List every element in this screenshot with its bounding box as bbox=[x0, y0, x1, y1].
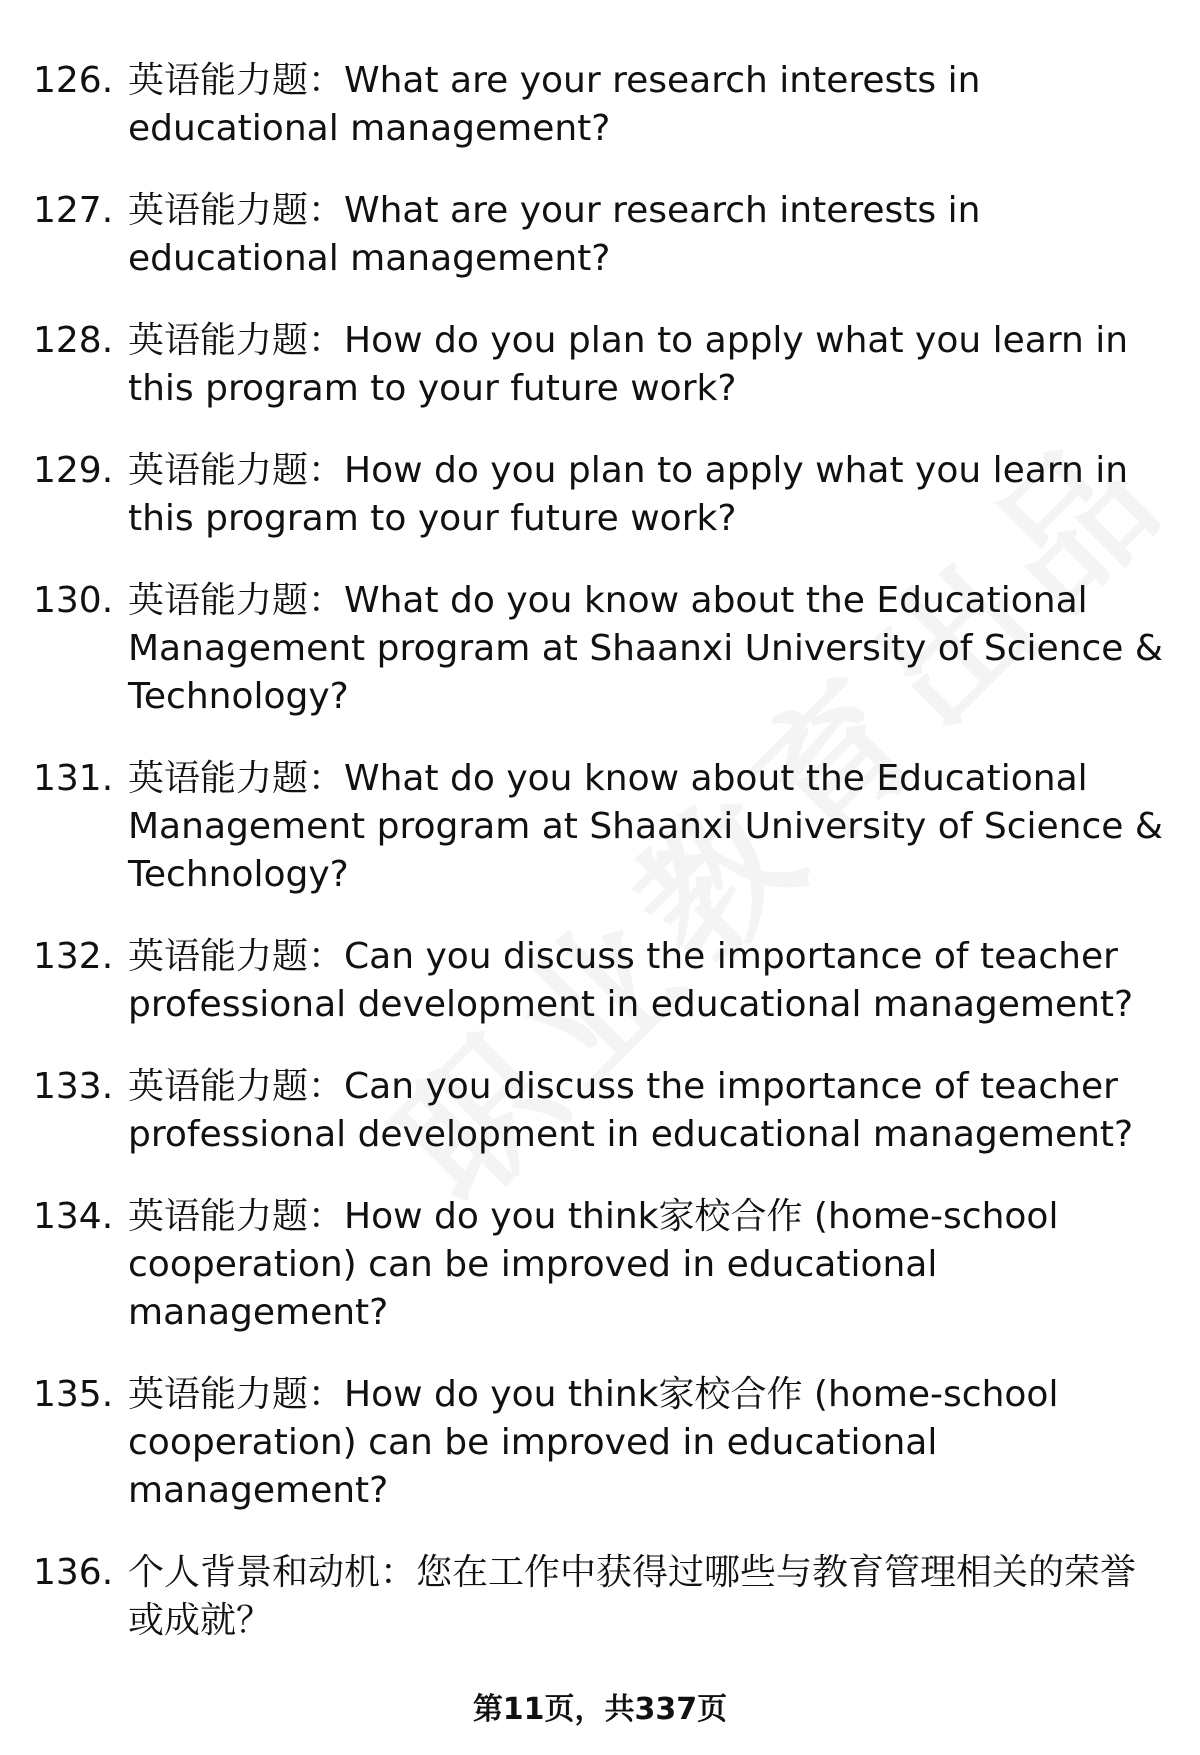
list-item bbox=[0, 57, 1200, 153]
question-number: 133. bbox=[33, 1066, 114, 1107]
question-text: 英语能力题：How do you think家校合作 (home-school cooperation) can be improved in educational management? bbox=[128, 1374, 1059, 1511]
list-item bbox=[0, 755, 1200, 899]
question-text: 英语能力题：How do you plan to apply what you learn in this program to your future work? bbox=[128, 320, 1129, 409]
question-number: 127. bbox=[33, 190, 114, 231]
question-text: 英语能力题：What are your research interests in educational management? bbox=[128, 190, 981, 279]
question-text: 英语能力题：Can you discuss the importance of teacher professional development in educational management? bbox=[128, 936, 1134, 1025]
question-list bbox=[0, 57, 1200, 1679]
list-item bbox=[0, 187, 1200, 283]
question-number: 130. bbox=[33, 580, 114, 621]
question-number: 129. bbox=[33, 450, 114, 491]
question-text: 英语能力题：What do you know about the Educational Management program at Shaanxi University of Science & Technology? bbox=[128, 580, 1163, 717]
question-number: 135. bbox=[33, 1374, 114, 1415]
question-number: 132. bbox=[33, 936, 114, 977]
question-text: 英语能力题：Can you discuss the importance of teacher professional development in educational management? bbox=[128, 1066, 1134, 1155]
list-item bbox=[0, 1063, 1200, 1159]
question-text: 英语能力题：How do you think家校合作 (home-school cooperation) can be improved in educational management? bbox=[128, 1196, 1059, 1333]
list-item bbox=[0, 1193, 1200, 1337]
question-number: 134. bbox=[33, 1196, 114, 1237]
list-item bbox=[0, 317, 1200, 413]
list-item bbox=[0, 933, 1200, 1029]
question-text: 英语能力题：What do you know about the Educational Management program at Shaanxi University of Science & Technology? bbox=[128, 758, 1163, 895]
list-item bbox=[0, 447, 1200, 543]
question-number: 126. bbox=[33, 60, 114, 101]
list-item bbox=[0, 1549, 1200, 1645]
question-text: 英语能力题：What are your research interests in educational management? bbox=[128, 60, 981, 149]
page-footer: 第11页，共337页 bbox=[472, 1692, 728, 1727]
question-text: 个人背景和动机：您在工作中获得过哪些与教育管理相关的荣誉或成就？ bbox=[128, 1552, 1137, 1641]
list-item bbox=[0, 1371, 1200, 1515]
question-number: 136. bbox=[33, 1552, 114, 1593]
list-item bbox=[0, 577, 1200, 721]
question-number: 128. bbox=[33, 320, 114, 361]
question-text: 英语能力题：How do you plan to apply what you learn in this program to your future work? bbox=[128, 450, 1129, 539]
question-number: 131. bbox=[33, 758, 114, 799]
